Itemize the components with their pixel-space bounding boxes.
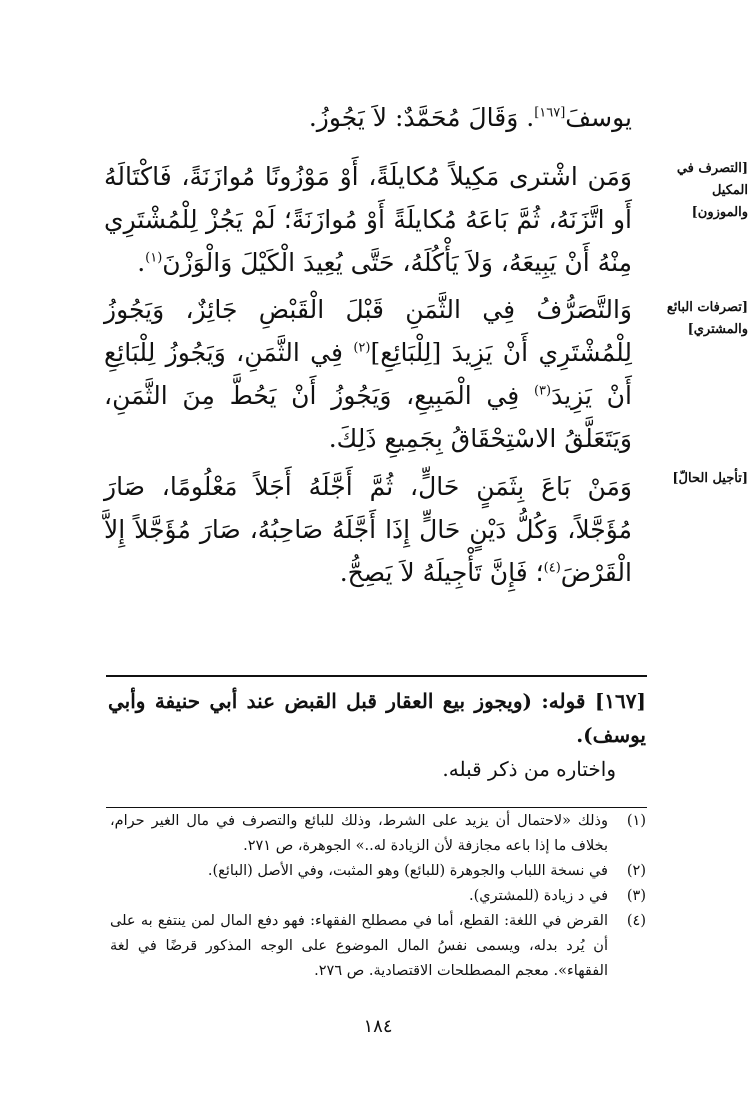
footnote-item bbox=[110, 809, 646, 859]
paragraph-measured-goods bbox=[104, 155, 632, 284]
margin-note-measured-goods: [التصرف في المكيل والموزون] bbox=[676, 161, 748, 220]
text-fragment: . وَقَالَ مُحَمَّدٌ: لاَ يَجُوزُ. bbox=[308, 103, 535, 132]
commentary-ref: [١٦٧] bbox=[534, 105, 566, 121]
footnote-item bbox=[110, 859, 646, 884]
footnotes bbox=[110, 809, 646, 984]
commentary-divider bbox=[106, 675, 647, 677]
footnote-text: القرض في اللغة: القطع، أما في مصطلح الفقهاء: فهو دفع المال لمن ينتفع به على أن يُرد بدله، ويسمى نفسُ المال الموضوع على الوجه المذكور قرضًا في لغة الفقهاء». معجم المصطلحات الاقتصادية. ص ٢٧٦. bbox=[110, 913, 608, 979]
page-number: ١٨٤ bbox=[363, 1016, 393, 1037]
commentary-block bbox=[108, 684, 646, 786]
margin-note-deferment: [تأجيل الحالّ] bbox=[672, 471, 748, 486]
footnote-number: (٢) bbox=[626, 863, 646, 879]
paragraph-text: فِي الثَّمَنِ، وَيَجُوزُ لِلْبَائِعِ أَنْ يَزِيدَ bbox=[104, 338, 632, 410]
footnote-ref-1: (١) bbox=[145, 250, 163, 266]
footnote-ref-4: (٤) bbox=[543, 560, 561, 576]
paragraph-text: ؛ فَإِنَّ تَأْجِيلَهُ لاَ يَصِحُّ. bbox=[339, 558, 544, 587]
paragraph-deferment bbox=[104, 465, 632, 594]
footnote-text: وذلك «لاحتمال أن يزيد على الشرط، وذلك للبائع والتصرف في مال الغير حرام، بخلاف ما إذا باعه مجازفة لأن الزيادة له..» الجوهرة، ص ٢٧١. bbox=[110, 813, 608, 854]
footnote-text: في نسخة اللباب والجوهرة (للبائع) وهو المثبت، وفي الأصل (البائع). bbox=[207, 863, 608, 879]
paragraph-price-dealings bbox=[104, 288, 632, 460]
paragraph-text: فِي الْمَبِيعِ، وَيَجُوزُ أَنْ يَحُطَّ مِنَ الثَّمَنِ، وَيَتَعَلَّقُ الاسْتِحْقَاقُ بِجَمِيعِ ذَلِكَ. bbox=[104, 381, 632, 453]
footnote-item bbox=[110, 909, 646, 984]
paragraph-text: وَمَن اشْترى مَكِيلاً مُكايلَةً، أَوْ مَوْزُونًا مُوازَنَةً، فَاكْتَالَهُ أَو اتَّزَنَهُ، ثُمَّ بَاعَهُ مُكايلَةً أَوْ مُوازَنَةً؛ لَمْ يَجُزْ لِلْمُشْتَرِي مِنْهُ أَنْ يَبِيعَهُ، وَلاَ يَأْكُلَهُ، حَتَّى يُعِيدَ الْكَيْلَ وَالْوَزْنَ bbox=[104, 162, 632, 277]
text-fragment: يوسفَ bbox=[565, 103, 632, 132]
footnote-text: في د زيادة (للمشتري). bbox=[469, 888, 608, 904]
paragraph-text: وَالتَّصَرُّفُ فِي الثَّمَنِ قَبْلَ الْقَبْضِ جَائِزٌ، وَيَجُوزُ لِلْمُشْتَرِي أَنْ يَزِيدَ [لِلْبَائِعِ] bbox=[104, 295, 633, 367]
footnote-number: (٤) bbox=[626, 913, 646, 929]
footnote-number: (٣) bbox=[626, 888, 646, 904]
commentary-lead: [١٦٧] قوله: (ويجوز بيع العقار قبل القبض عند أبي حنيفة وأبي يوسف). bbox=[108, 689, 646, 747]
footnote-divider bbox=[106, 807, 647, 808]
paragraph-end: . bbox=[137, 248, 146, 277]
paragraph-text: وَمَنْ بَاعَ بِثَمَنٍ حَالٍّ، ثُمَّ أَجَّلَهُ أَجَلاً مَعْلُومًا، صَارَ مُؤَجَّلاً، وَكُلُّ دَيْنٍ حَالٍّ إِذَا أَجَّلَهُ صَاحِبُهُ، صَارَ مُؤَجَّلاً إِلاَّ الْقَرْضَ bbox=[104, 472, 632, 587]
commentary-sub: واختاره من ذكر قبله. bbox=[442, 757, 616, 781]
footnote-ref-3: (٣) bbox=[533, 383, 552, 399]
footnote-item bbox=[110, 884, 646, 909]
main-text-line-1 bbox=[104, 96, 632, 139]
footnote-ref-2: (٢) bbox=[353, 340, 371, 356]
footnote-number: (١) bbox=[626, 813, 646, 829]
margin-note-seller-buyer: [تصرفات البائع والمشتري] bbox=[666, 300, 748, 337]
